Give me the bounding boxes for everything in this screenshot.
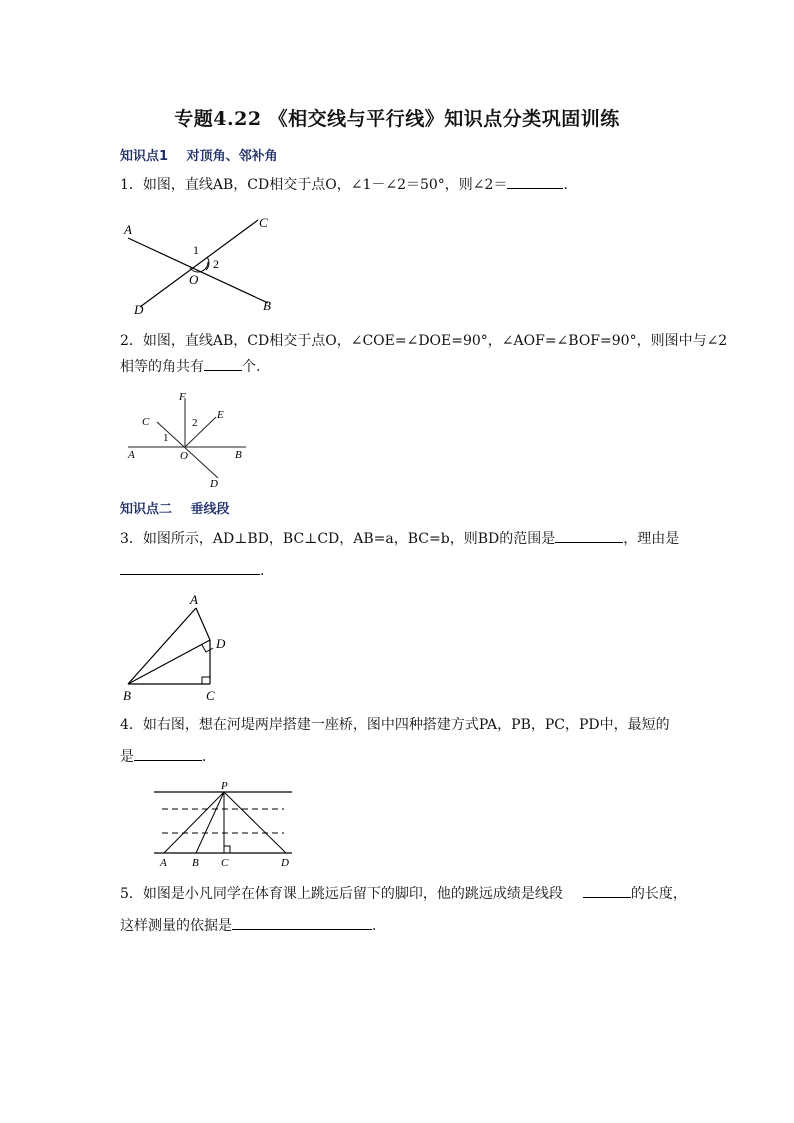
question-text-line2: 是 [120, 749, 134, 765]
label-b: B [192, 857, 199, 869]
question-text-line1: 3．如图所示，AD⊥BD，BC⊥CD，AB=a，BC=b，则BD的范围是 [120, 531, 556, 547]
label-d: D [281, 857, 289, 869]
section-topic: 对顶角、邻补角 [186, 149, 278, 164]
section-topic: 垂线段 [190, 502, 230, 517]
label-a: A [160, 857, 167, 869]
label-b: B [263, 298, 271, 313]
figure-q4 [150, 780, 296, 870]
label-c: C [142, 416, 150, 428]
label-angle-1: 1 [193, 243, 199, 257]
question-end: ． [563, 177, 578, 193]
question-text-line1-end: 的长度， [630, 886, 687, 902]
section-heading-1 [120, 145, 278, 164]
label-angle-2: 2 [213, 257, 219, 271]
question-text-line1: 2．如图，直线AB，CD相交于点O，∠COE=∠DOE=90°，∠AOF=∠BOF=90°，则图中与∠2 [120, 333, 728, 349]
segment-pb [196, 792, 224, 853]
question-text: 1．如图，直线AB，CD相交于点O，∠1－∠2＝50°，则∠2＝ [120, 177, 508, 193]
question-end: 个. [242, 359, 261, 375]
answer-blank-reason[interactable] [120, 558, 260, 575]
answer-blank[interactable] [134, 744, 202, 761]
right-angle-c [224, 846, 230, 853]
answer-blank-segment[interactable] [583, 881, 631, 898]
answer-blank-range[interactable] [555, 526, 623, 543]
label-d: D [210, 478, 218, 490]
label-b: B [235, 449, 242, 461]
label-angle-2: 2 [192, 417, 198, 429]
section-label: 知识点二 [120, 502, 173, 517]
figure-q3 [118, 590, 238, 704]
label-o: O [189, 272, 199, 287]
label-p: P [221, 780, 228, 792]
question-end: . [260, 563, 265, 579]
question-5 [120, 881, 687, 939]
segment-bd [128, 640, 210, 684]
question-end: ． [372, 918, 386, 934]
answer-blank[interactable] [507, 172, 563, 189]
segment-ba [128, 608, 196, 684]
label-a: A [124, 222, 132, 237]
label-c: C [259, 215, 268, 230]
question-text-line1: 5．如图是小凡同学在体育课上跳远后留下的脚印，他的跳远成绩是线段 [120, 886, 563, 902]
answer-blank-basis[interactable] [232, 913, 372, 930]
section-label: 知识点1 [120, 149, 169, 164]
label-f: F [179, 391, 186, 403]
segment-pd [224, 792, 286, 853]
figure-q1 [118, 210, 288, 320]
label-a: A [128, 449, 135, 461]
question-1 [120, 172, 577, 198]
question-text-line2: 这样测量的依据是 [120, 918, 232, 934]
label-b: B [123, 688, 131, 703]
label-e: E [217, 409, 224, 421]
question-text-line1: 4．如右图，想在河堤两岸搭建一座桥，图中四种搭建方式PA，PB，PC，PD中，最短的 [120, 717, 670, 733]
segment-pa [164, 792, 224, 853]
label-angle-1: 1 [163, 432, 169, 444]
label-a: A [190, 592, 198, 607]
page-title: 专题4.22 《相交线与平行线》知识点分类巩固训练 [174, 108, 620, 130]
segment-ad [196, 608, 210, 640]
label-o: O [180, 450, 188, 462]
question-text-reason: ，理由是 [623, 531, 680, 547]
label-c: C [221, 857, 229, 869]
label-c: C [206, 688, 215, 703]
line-cd [140, 220, 258, 307]
question-4 [120, 712, 670, 770]
question-end: ． [202, 749, 216, 765]
right-angle-d [202, 645, 213, 652]
figure-q2 [122, 388, 252, 490]
answer-blank[interactable] [204, 354, 242, 371]
label-d: D [134, 302, 144, 317]
question-text-line2: 相等的角共有 [120, 359, 204, 375]
label-d: D [216, 636, 226, 651]
line-oe [185, 417, 216, 447]
right-angle-c [202, 677, 210, 684]
question-2 [120, 328, 727, 380]
section-heading-2 [120, 498, 230, 517]
question-3 [120, 526, 679, 584]
